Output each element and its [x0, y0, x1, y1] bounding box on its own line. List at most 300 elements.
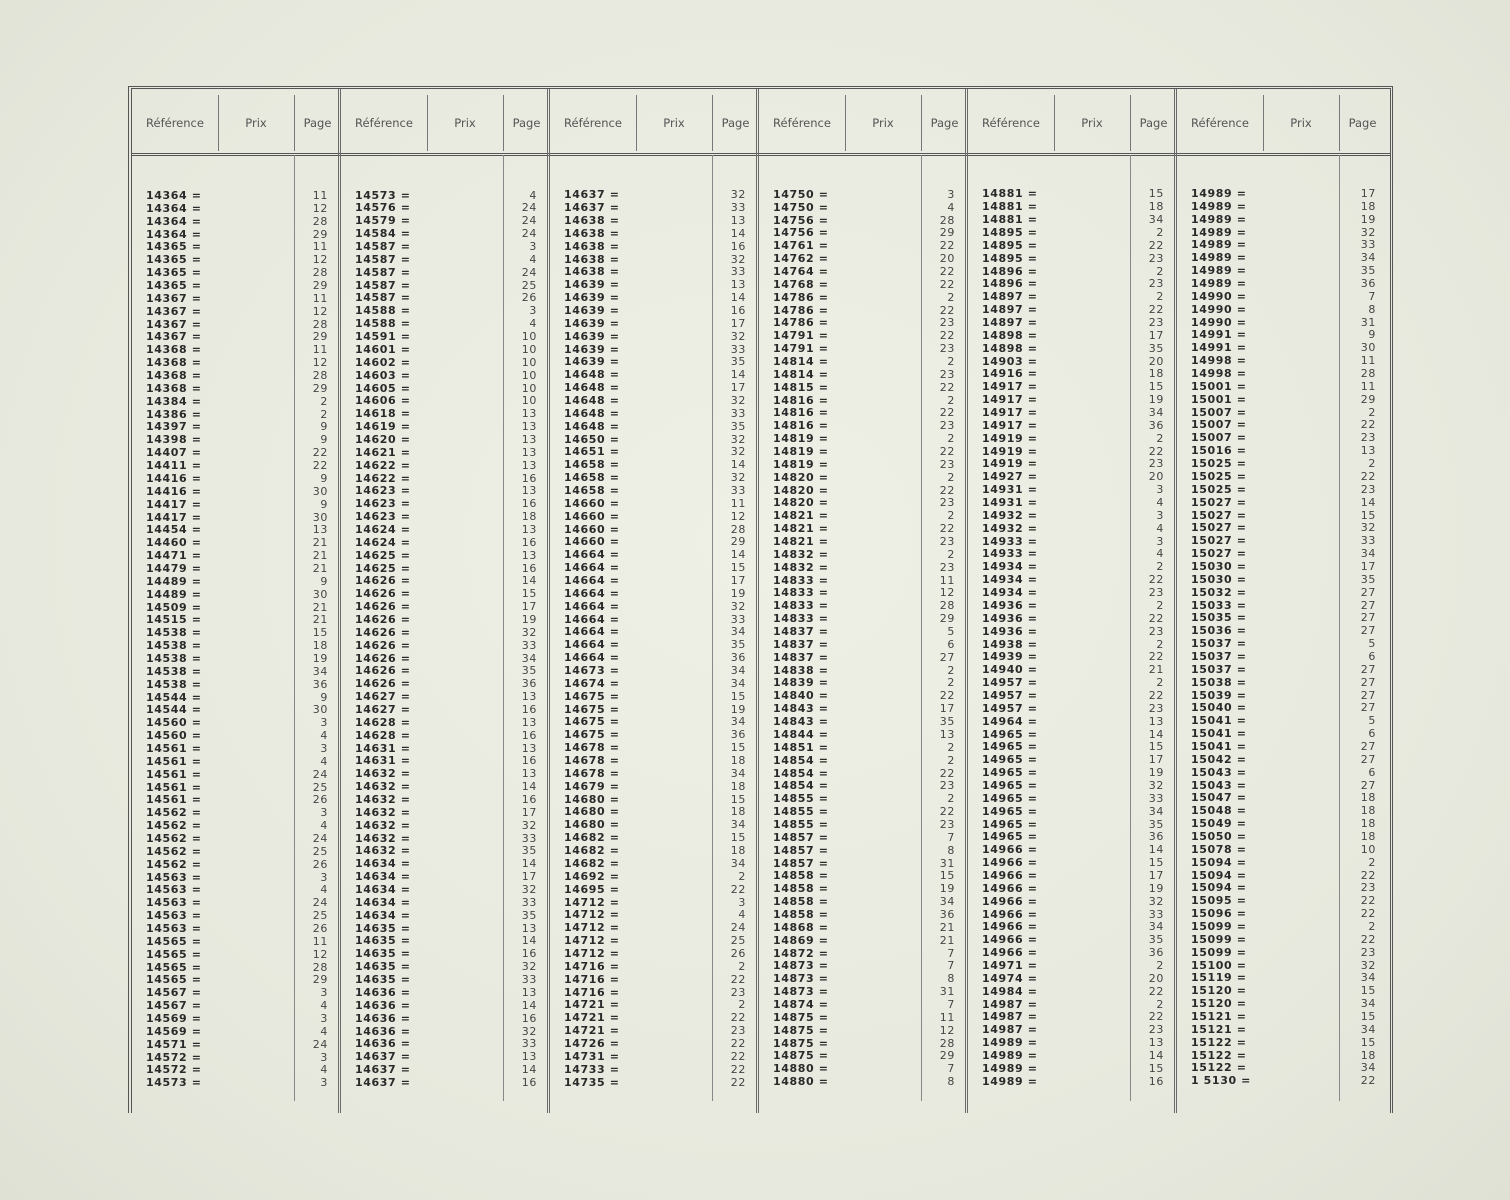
reference-number: 14622 =	[355, 471, 411, 485]
page-number: 32	[1148, 778, 1164, 792]
page-number: 4	[738, 908, 746, 922]
page-number: 22	[312, 459, 328, 473]
table-row	[968, 303, 1174, 316]
table-row	[968, 419, 1174, 432]
table-row	[550, 227, 756, 240]
page-number: 17	[730, 316, 746, 330]
page-number: 15	[1360, 984, 1376, 998]
reference-number: 14837 =	[773, 650, 829, 664]
table-row	[1177, 650, 1386, 663]
table-row	[968, 406, 1174, 419]
page-number: 18	[1360, 791, 1376, 805]
page-number: 29	[939, 612, 955, 626]
reference-number: 14726 =	[564, 1036, 620, 1050]
reference-number: 14966 =	[982, 907, 1038, 921]
reference-number: 14660 =	[564, 522, 620, 536]
page-number: 18	[730, 754, 746, 768]
reference-number: 14619 =	[355, 420, 411, 434]
reference-number: 14632 =	[355, 831, 411, 845]
reference-number: 14919 =	[982, 457, 1038, 471]
table-row	[550, 934, 756, 947]
table-row	[132, 613, 338, 626]
page-number: 17	[1148, 753, 1164, 767]
table-row	[968, 200, 1174, 213]
reference-number: 14695 =	[564, 882, 620, 896]
page-number: 17	[521, 870, 537, 884]
reference-number: 14632 =	[355, 844, 411, 858]
header-reference: Référence	[355, 116, 413, 130]
reference-number: 14417 =	[146, 497, 202, 511]
page-number: 14	[1148, 1049, 1164, 1063]
table-row	[341, 497, 547, 510]
reference-number: 14843 =	[773, 715, 829, 729]
table-row	[1177, 701, 1386, 714]
table-row	[341, 549, 547, 562]
page-number: 7	[947, 1062, 955, 1076]
table-row	[550, 510, 756, 523]
table-row	[1177, 277, 1386, 290]
reference-number: 14634 =	[355, 908, 411, 922]
reference-number: 14675 =	[564, 715, 620, 729]
table-row	[1177, 367, 1386, 380]
reference-number: 15078 =	[1191, 842, 1247, 856]
page-number: 33	[521, 638, 537, 652]
reference-number: 14538 =	[146, 639, 202, 653]
reference-number: 14411 =	[146, 459, 202, 473]
reference-number: 14791 =	[773, 342, 829, 356]
table-row	[759, 188, 965, 201]
table-row	[550, 240, 756, 253]
page-number: 32	[1360, 521, 1376, 535]
page-number: 19	[1360, 212, 1376, 226]
page-number: 2	[947, 393, 955, 407]
table-row	[759, 329, 965, 342]
table-row	[759, 214, 965, 227]
page-number: 4	[320, 999, 328, 1013]
table-row	[759, 574, 965, 587]
reference-number: 15007 =	[1191, 418, 1247, 432]
reference-number: 14989 =	[1191, 212, 1247, 226]
page-number: 22	[312, 446, 328, 460]
table-row	[341, 214, 547, 227]
page-number: 15	[1148, 380, 1164, 394]
reference-number: 14664 =	[564, 638, 620, 652]
table-row	[341, 1012, 547, 1025]
page-number: 29	[939, 1049, 955, 1063]
reference-number: 14965 =	[982, 817, 1038, 831]
table-row	[341, 883, 547, 896]
page-number: 2	[947, 432, 955, 446]
table-row	[341, 947, 547, 960]
table-row	[1177, 971, 1386, 984]
page-number: 14	[521, 857, 537, 871]
page-number: 17	[1360, 559, 1376, 573]
reference-number: 14416 =	[146, 484, 202, 498]
page-number: 27	[1360, 585, 1376, 599]
page-number: 22	[1148, 573, 1164, 587]
table-row	[968, 638, 1174, 651]
reference-number: 15001 =	[1191, 392, 1247, 406]
table-row	[759, 316, 965, 329]
table-row	[341, 240, 547, 253]
reference-number: 14903 =	[982, 354, 1038, 368]
reference-number: 14664 =	[564, 574, 620, 587]
reference-number: 14881 =	[982, 200, 1038, 214]
table-row	[341, 253, 547, 266]
page-number: 33	[730, 483, 746, 497]
table-row	[968, 895, 1174, 908]
page-number: 15	[1148, 187, 1164, 201]
table-row	[968, 702, 1174, 715]
reference-number: 14873 =	[773, 985, 829, 999]
header-price: Prix	[245, 116, 267, 130]
reference-number: 14855 =	[773, 805, 829, 819]
page-number: 3	[320, 716, 328, 730]
table-row	[132, 755, 338, 768]
reference-number: 14987 =	[982, 1010, 1038, 1024]
page-number: 29	[312, 381, 328, 395]
page-number: 22	[1360, 1074, 1376, 1088]
table-row	[341, 613, 547, 626]
table-row	[759, 805, 965, 818]
table-row	[341, 394, 547, 407]
table-row	[1177, 380, 1386, 393]
page-number: 33	[1148, 791, 1164, 805]
page-number: 2	[1156, 225, 1164, 239]
page-number: 16	[521, 471, 537, 485]
table-row	[1177, 483, 1386, 496]
reference-number: 14571 =	[146, 1037, 202, 1051]
reference-number: 14932 =	[982, 508, 1038, 522]
column-group-6	[1177, 89, 1386, 1113]
table-row	[759, 676, 965, 689]
table-row	[759, 419, 965, 432]
reference-number: 14917 =	[982, 380, 1038, 394]
page-number: 23	[1148, 316, 1164, 329]
reference-number: 14623 =	[355, 497, 411, 511]
reference-number: 14509 =	[146, 600, 202, 614]
table-row	[132, 395, 338, 408]
page-number: 18	[1360, 804, 1376, 818]
page-number: 29	[312, 973, 328, 987]
reference-number: 14660 =	[564, 496, 620, 510]
table-row	[1177, 406, 1386, 419]
table-row	[1177, 457, 1386, 470]
page-number: 13	[1148, 1036, 1164, 1050]
page-number: 13	[521, 548, 537, 562]
reference-number: 14588 =	[355, 317, 411, 331]
reference-number: 14833 =	[773, 586, 829, 600]
page-number: 27	[1360, 598, 1376, 612]
page-number: 22	[730, 1036, 746, 1050]
table-row	[550, 690, 756, 703]
table-row	[550, 1076, 756, 1089]
table-row	[968, 1075, 1174, 1088]
table-row	[132, 819, 338, 832]
reference-number: 15048 =	[1191, 804, 1247, 818]
page-number: 23	[1360, 431, 1376, 445]
page-number: 23	[939, 779, 955, 793]
reference-number: 14821 =	[773, 509, 829, 523]
table-row	[132, 845, 338, 858]
page-number: 32	[730, 393, 746, 407]
reference-number: 14367 =	[146, 330, 202, 344]
page-number: 16	[521, 561, 537, 575]
page-number: 9	[320, 420, 328, 434]
reference-number: 14857 =	[773, 843, 829, 857]
table-row	[550, 330, 756, 343]
table-row	[968, 483, 1174, 496]
page-number: 7	[947, 830, 955, 844]
table-row	[968, 689, 1174, 702]
page-number: 35	[521, 844, 537, 858]
table-row	[1177, 1049, 1386, 1062]
reference-number: 14919 =	[982, 431, 1038, 445]
reference-number: 14844 =	[773, 727, 829, 741]
page-number: 11	[1360, 354, 1376, 368]
table-row	[132, 189, 338, 202]
reference-number: 14587 =	[355, 252, 411, 266]
table-row	[759, 586, 965, 599]
reference-number: 14733 =	[564, 1062, 620, 1076]
table-row	[132, 279, 338, 292]
reference-number: 14648 =	[564, 381, 620, 395]
table-row	[968, 972, 1174, 985]
page-number: 24	[312, 896, 328, 910]
table-row	[968, 676, 1174, 689]
reference-number: 14819 =	[773, 457, 829, 471]
reference-number: 14680 =	[564, 805, 620, 819]
reference-number: 14563 =	[146, 922, 202, 936]
reference-number: 14989 =	[1191, 199, 1247, 213]
reference-number: 14896 =	[982, 277, 1038, 291]
reference-number: 14991 =	[1191, 328, 1247, 342]
table-row	[341, 639, 547, 652]
table-row	[550, 741, 756, 754]
page-number: 18	[1360, 199, 1376, 213]
reference-number: 14639 =	[564, 342, 620, 356]
reference-number: 14621 =	[355, 445, 411, 459]
table-row	[341, 1025, 547, 1038]
reference-number: 14635 =	[355, 973, 411, 987]
reference-number: 14639 =	[564, 303, 620, 317]
reference-number: 14569 =	[146, 1012, 202, 1026]
page-number: 20	[939, 252, 955, 266]
reference-number: 14632 =	[355, 805, 411, 819]
reference-number: 14562 =	[146, 857, 202, 871]
page-number: 22	[939, 522, 955, 536]
reference-number: 14622 =	[355, 458, 411, 472]
table-row	[1177, 766, 1386, 779]
reference-number: 14638 =	[564, 213, 620, 227]
table-row	[341, 279, 547, 292]
page-number: 12	[939, 586, 955, 600]
header-page: Page	[303, 116, 332, 130]
table-row	[1177, 521, 1386, 534]
page-number: 13	[521, 1050, 537, 1064]
page-number: 21	[312, 613, 328, 627]
page-number: 21	[312, 536, 328, 550]
page-number: 34	[1360, 1022, 1376, 1036]
page-number: 32	[730, 188, 746, 202]
reference-number: 15099 =	[1191, 932, 1247, 946]
table-row	[968, 586, 1174, 599]
table-row	[550, 484, 756, 497]
table-row	[341, 330, 547, 343]
table-row	[341, 652, 547, 665]
page-number: 2	[947, 753, 955, 767]
reference-number: 15120 =	[1191, 984, 1247, 998]
table-row	[968, 805, 1174, 818]
reference-number: 14880 =	[773, 1075, 829, 1089]
reference-number: 14816 =	[773, 393, 829, 407]
page-number: 6	[1368, 727, 1376, 741]
reference-number: 14606 =	[355, 394, 411, 408]
table-row	[759, 484, 965, 497]
page-number: 8	[947, 1075, 955, 1089]
page-number: 28	[312, 960, 328, 974]
page-number: 10	[521, 330, 537, 344]
table-row	[759, 818, 965, 831]
table-row	[132, 318, 338, 331]
reference-number: 14840 =	[773, 689, 829, 703]
table-row	[132, 716, 338, 729]
page-number: 24	[312, 832, 328, 845]
table-row	[1177, 997, 1386, 1010]
page-number: 9	[320, 574, 328, 588]
page-number: 35	[1148, 817, 1164, 831]
page-number: 10	[1360, 842, 1376, 856]
page-number: 24	[521, 201, 537, 215]
page-number: 22	[1148, 650, 1164, 664]
table-row	[759, 239, 965, 252]
table-row	[968, 457, 1174, 470]
page-number: 36	[730, 728, 746, 742]
reference-number: 14460 =	[146, 536, 202, 550]
reference-number: 14938 =	[982, 637, 1038, 651]
table-row	[132, 215, 338, 228]
table-row	[759, 715, 965, 728]
reference-number: 14560 =	[146, 716, 202, 730]
page-number: 36	[1148, 418, 1164, 432]
page-number: 34	[730, 625, 746, 639]
reference-number: 14680 =	[564, 818, 620, 832]
table-row	[759, 612, 965, 625]
reference-number: 14934 =	[982, 573, 1038, 587]
table-row	[968, 792, 1174, 805]
table-row	[968, 933, 1174, 946]
page-number: 22	[939, 380, 955, 394]
reference-number: 15037 =	[1191, 637, 1247, 651]
reference-number: 14664 =	[564, 599, 620, 613]
reference-number: 14632 =	[355, 818, 411, 832]
reference-number: 14721 =	[564, 1024, 620, 1038]
table-row	[341, 587, 547, 600]
reference-number: 14989 =	[1191, 251, 1247, 265]
page-number: 15	[730, 741, 746, 755]
table-row	[550, 728, 756, 741]
page-number: 10	[521, 342, 537, 356]
table-row	[132, 266, 338, 279]
page-number: 23	[1148, 277, 1164, 291]
table-row	[1177, 933, 1386, 946]
reference-number: 14821 =	[773, 535, 829, 549]
page-number: 2	[1368, 855, 1376, 869]
page-number: 4	[1156, 547, 1164, 561]
table-row	[1177, 226, 1386, 239]
page-number: 12	[730, 509, 746, 523]
page-number: 31	[939, 856, 955, 870]
reference-number: 15007 =	[1191, 431, 1247, 445]
page-number: 22	[939, 239, 955, 253]
reference-number: 14917 =	[982, 393, 1038, 407]
page-number: 15	[939, 869, 955, 883]
reference-number: 14489 =	[146, 587, 202, 601]
reference-number: 14635 =	[355, 960, 411, 974]
reference-number: 14898 =	[982, 328, 1038, 342]
page-number: 15	[730, 561, 746, 575]
reference-number: 14664 =	[564, 651, 620, 665]
page-number: 16	[730, 303, 746, 317]
table-row	[132, 382, 338, 395]
table-row	[1177, 496, 1386, 509]
table-row	[550, 896, 756, 909]
reference-number: 14588 =	[355, 304, 411, 318]
reference-number: 15040 =	[1191, 701, 1247, 715]
table-row	[968, 226, 1174, 239]
table-row	[968, 496, 1174, 509]
page-number: 6	[947, 637, 955, 651]
table-row	[132, 1051, 338, 1064]
reference-number: 14563 =	[146, 909, 202, 923]
reference-number: 14936 =	[982, 611, 1038, 625]
table-row	[341, 510, 547, 523]
reference-number: 14716 =	[564, 959, 620, 973]
reference-number: 15120 =	[1191, 997, 1247, 1011]
reference-number: 14680 =	[564, 792, 620, 806]
reference-number: 14965 =	[982, 727, 1038, 741]
table-row	[341, 433, 547, 446]
reference-number: 15041 =	[1191, 727, 1247, 741]
table-row	[132, 408, 338, 421]
reference-number: 14837 =	[773, 625, 829, 639]
page-number: 9	[320, 497, 328, 511]
table-row	[341, 844, 547, 857]
page-number: 34	[521, 651, 537, 665]
page-number: 13	[521, 522, 537, 536]
reference-number: 14873 =	[773, 959, 829, 973]
page-number: 27	[1360, 778, 1376, 792]
page-number: 32	[521, 625, 537, 639]
reference-number: 14638 =	[564, 226, 620, 240]
page-number: 15	[1360, 1010, 1376, 1024]
reference-number: 14368 =	[146, 343, 202, 357]
page-number: 35	[1148, 341, 1164, 355]
table-row	[759, 959, 965, 972]
reference-number: 14637 =	[355, 1050, 411, 1064]
reference-number: 14623 =	[355, 484, 411, 498]
table-row	[759, 304, 965, 317]
reference-number: 14367 =	[146, 304, 202, 318]
reference-number: 14855 =	[773, 792, 829, 806]
page-number: 22	[939, 264, 955, 278]
page-number: 12	[312, 253, 328, 267]
reference-number: 14634 =	[355, 895, 411, 909]
reference-number: 15030 =	[1191, 572, 1247, 586]
table-row	[132, 523, 338, 536]
reference-number: 14820 =	[773, 470, 829, 484]
table-row	[759, 1049, 965, 1062]
